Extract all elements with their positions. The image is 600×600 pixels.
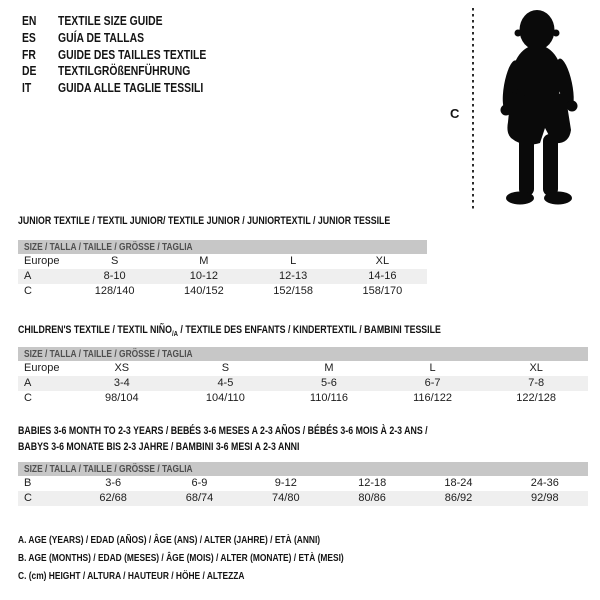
size-header-bar: SIZE / TALLA / TAILLE / GRÖSSE / TAGLIA — [18, 347, 588, 361]
cell: 152/158 — [273, 285, 313, 297]
language-row — [22, 80, 206, 97]
cell: 80/86 — [358, 492, 386, 504]
cell: 110/116 — [309, 392, 349, 404]
cell: S — [110, 255, 119, 267]
cell: 128/140 — [94, 285, 135, 297]
cell: S — [221, 362, 230, 374]
table-row — [18, 376, 588, 391]
language-row — [22, 30, 206, 47]
cell: XL — [529, 362, 543, 374]
table-row — [18, 361, 588, 376]
cell: 12-13 — [279, 270, 308, 282]
subscript-text: /A — [171, 328, 178, 338]
language-code: ES — [22, 29, 36, 45]
table-row — [18, 269, 427, 284]
cell: M — [324, 362, 334, 374]
table-row — [18, 391, 588, 406]
cell: 18-24 — [444, 477, 473, 489]
cell: 122/128 — [516, 392, 557, 404]
table-row — [18, 491, 588, 506]
size-header-bar: SIZE / TALLA / TAILLE / GRÖSSE / TAGLIA — [18, 240, 427, 254]
cell: 116/122 — [413, 392, 453, 404]
footnote-b: B. AGE (MONTHS) / EDAD (MESES) / ÂGE (MOIS) / ALTER (MONATE) / ETÀ (MESI) — [18, 552, 344, 564]
language-code: IT — [22, 80, 32, 96]
language-code: DE — [22, 63, 37, 79]
junior-size-table — [18, 240, 427, 299]
language-title: GUIDE DES TAILLES TEXTILE — [58, 46, 207, 62]
row-label: C — [24, 392, 32, 404]
table-row — [18, 284, 427, 299]
cell: L — [290, 255, 297, 267]
cell: 92/98 — [531, 492, 559, 504]
cell: 5-6 — [321, 377, 337, 389]
language-title: TEXTILGRÖßENFÜHRUNG — [58, 63, 191, 79]
row-label: Europe — [24, 255, 60, 267]
cell: L — [429, 362, 436, 374]
children-size-table — [18, 347, 588, 406]
baby-silhouette-icon — [487, 6, 593, 210]
section-title-junior: JUNIOR TEXTILE / TEXTIL JUNIOR/ TEXTILE JUNIOR / JUNIORTEXTIL / JUNIOR TESSILE — [18, 215, 391, 227]
language-row — [22, 63, 206, 80]
row-label: A — [24, 270, 32, 282]
language-code: FR — [22, 46, 36, 62]
cell: 12-18 — [358, 477, 387, 489]
cell: 98/104 — [104, 392, 139, 404]
footnote-c: C. (cm) HEIGHT / ALTURA / HAUTEUR / HÖHE / ALTEZZA — [18, 570, 245, 582]
cell: 7-8 — [528, 377, 545, 389]
cell: 104/110 — [205, 392, 245, 404]
babies-size-table — [18, 462, 588, 506]
height-dotted-line — [472, 8, 474, 210]
language-code: EN — [22, 13, 37, 28]
cell: M — [199, 255, 209, 267]
height-measure-label: C — [450, 106, 460, 121]
table-row — [18, 476, 588, 491]
cell: 140/152 — [183, 285, 224, 297]
cell: 4-5 — [217, 377, 234, 389]
cell: 86/92 — [444, 492, 473, 504]
cell: 74/80 — [272, 492, 300, 504]
cell: 68/74 — [185, 492, 214, 504]
cell: 6-9 — [191, 477, 208, 489]
language-title-list — [22, 13, 252, 97]
table-row — [18, 254, 427, 269]
language-row — [22, 13, 206, 30]
cell: 158/170 — [362, 285, 403, 297]
cell: 3-4 — [113, 377, 130, 389]
row-label: B — [24, 477, 32, 489]
row-label: C — [24, 492, 32, 504]
language-title: GUIDA ALLE TAGLIE TESSILI — [58, 80, 204, 96]
footnote-a: A. AGE (YEARS) / EDAD (AÑOS) / ÂGE (ANS) / ALTER (JAHRE) / ETÀ (ANNI) — [18, 534, 321, 546]
cell: 14-16 — [368, 270, 397, 282]
section-title-children: CHILDREN'S TEXTILE / TEXTIL $NIÑO_{/A}$ / TEXTILE DES ENFANTS / KINDERTEXTIL / BAMBINI TESSILE — [18, 324, 441, 338]
cell: 10-12 — [189, 270, 218, 282]
language-title: TEXTILE SIZE GUIDE — [58, 13, 163, 28]
size-header-bar: SIZE / TALLA / TAILLE / GRÖSSE / TAGLIA — [18, 462, 588, 476]
cell: 8-10 — [103, 270, 126, 282]
cell: 3-6 — [105, 477, 122, 489]
language-row — [22, 47, 206, 64]
footnotes — [18, 531, 425, 585]
section-title-babies: BABIES 3-6 MONTH TO 2-3 YEARS / BEBÉS 3-6 MESES A 2-3 AÑOS / BÉBÉS 3-6 MOIS À 2-3 ANS / BABYS 3-6 MONATE BIS 2-3 JAHRE / BAMBINI 3-6 MESI A 2-3 ANNI — [18, 425, 428, 453]
language-title: GUÍA DE TALLAS — [58, 29, 145, 45]
cell: XL — [375, 255, 390, 267]
cell: 6-7 — [424, 377, 441, 389]
row-label: A — [24, 377, 32, 389]
row-label: C — [24, 285, 32, 297]
cell: 9-12 — [274, 477, 297, 489]
cell: XS — [114, 362, 130, 374]
row-label: Europe — [24, 362, 60, 374]
cell: 62/68 — [99, 492, 127, 504]
cell: 24-36 — [530, 477, 559, 489]
